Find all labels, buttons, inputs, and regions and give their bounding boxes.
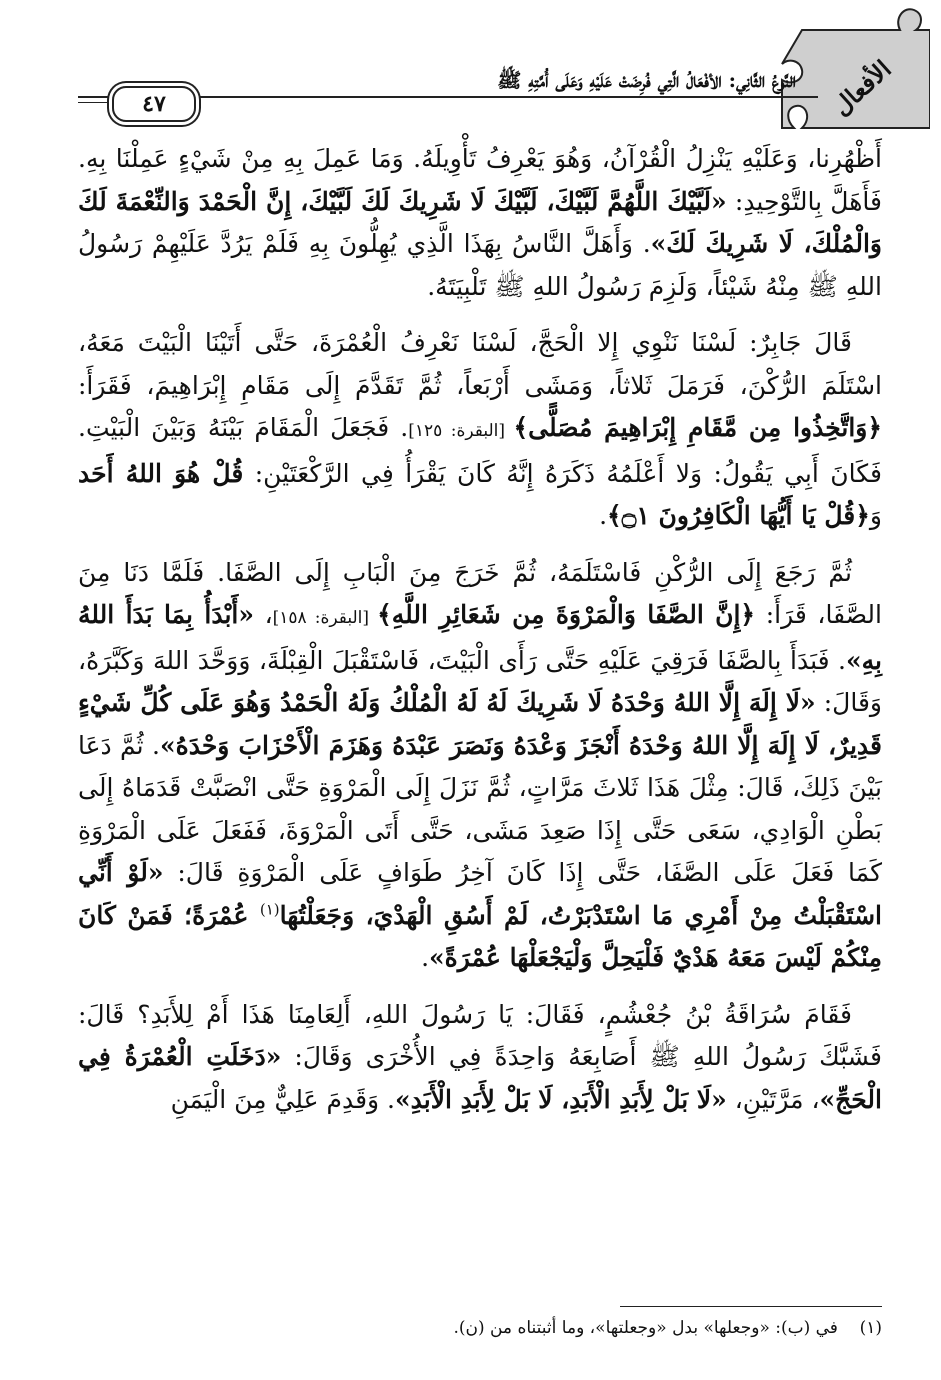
header-rule-left-thin [78,102,108,103]
text-run: . وَقَدِمَ عَلِيٌّ مِنَ الْيَمَنِ [170,1084,395,1114]
text-run: ، مَرَّتَيْنِ، [726,1084,820,1114]
text-run: ثُمَّ رَجَعَ إِلَى الرُّكْنِ فَاسْتَلَمَهُ، ثُمَّ خَرَجَ مِنَ الْبَابِ إِلَى الصَّفَا. فَلَمَّا دَنَا مِنَ الصَّفَا، قَرَأَ: [78,557,882,629]
quoted-text: «لَبَّيْكَ اللَّهُمَّ لَبَّيْكَ، لَبَّيْكَ لَا شَرِيكَ لَكَ لَبَّيْكَ، إِنَّ الْحَمْدَ وَالنِّعْمَةَ لَكَ وَالْمُلْكَ، لَا شَرِيكَ لَكَ» [78,186,883,258]
footnote [78,1318,882,1338]
text-run: قَالَ جَابِرٌ: لَسْنَا نَنْوِي إِلا الْحَجَّ، لَسْنَا نَعْرِفُ الْعُمْرَةَ، حَتَّى أَتَيْنَا الْبَيْتَ مَعَهُ، اسْتَلَمَ الرُّكْنَ، فَرَمَلَ ثَلاثاً، وَمَشَى أَرْبَعاً، ثُمَّ تَقَدَّمَ إِلَى مَقَامِ إِبْرَاهِيمَ، فَقَرَأَ: [78,328,882,400]
quoted-text: ﴿وَاتَّخِذُوا مِن مَّقَامِ إِبْرَاهِيمَ مُصَلًّى﴾ [513,413,882,442]
quoted-text: «لَا بَلْ لِأَبَدِ الْأَبَدِ، لَا بَلْ لِأَبَدِ الْأَبَدِ» [394,1084,727,1114]
quran-reference: [البقرة: ١٢٥] [408,421,514,441]
text-run: فَقَامَ سُرَاقَةُ بْنُ جُعْشُمٍ، فَقَالَ: يَا رَسُولَ اللهِ، أَلِعَامِنَا هَذَا أَمْ لِلأَبَدِ؟ قَالَ: فَشَبَّكَ رَسُولُ اللهِ ﷺ أَصَابِعَهُ وَاحِدَةً فِي الأُخْرَى وَقَالَ: [78,999,882,1071]
footnote-marker: (١) [859,1318,882,1338]
quoted-text: «أَبْدَأُ بِمَا بَدَأَ اللهُ بِهِ» [78,600,882,675]
quran-reference: [البقرة: ١٥٨] [272,608,378,628]
quoted-text: عُمْرَةً؛ فَمَنْ كَانَ مِنْكُمْ لَيْسَ مَعَهُ هَدْيٌ فَلْيَحِلَّ وَلْيَجْعَلْهَا عُمْرَةً» [78,900,882,972]
text-run: . فَبَدَأَ بِالصَّفَا فَرَقِيَ عَلَيْهِ حَتَّى رَأَى الْبَيْتَ، فَاسْتَقْبَلَ الْقِبْلَةَ، وَوَحَّدَ اللهَ وَكَبَّرَهُ، وَقَالَ: [78,645,882,717]
paragraph [78,552,882,980]
paragraph [78,994,882,1122]
text-run: . فَجَعَلَ الْمَقَامَ بَيْنَهُ وَبَيْنَ الْبَيْتِ. فَكَانَ أَبِي يَقُولُ: وَلا أَعْلَمُهُ ذَكَرَهُ إِنَّهُ كَانَ يَقْرَأُ فِي الرَّكْعَتَيْنِ: [78,413,882,488]
footnote-rule [620,1306,882,1307]
text-run: . [599,501,608,530]
footnote-text: في (ب): «وجعلها» بدل «وجعلتها»، وما أثبتناه من (ن). [453,1318,838,1338]
text-run: . ثُمَّ دَعَا بَيْنَ ذَلِكَ، قَالَ: مِثْلَ هَذَا ثَلاثَ مَرَّاتٍ، ثُمَّ نَزَلَ إِلَى الْمَرْوَةِ حَتَّى انْصَبَّتْ قَدَمَاهُ إِلَى بَطْنِ الْوَادِي، سَعَى حَتَّى إِذَا صَعِدَ مَشَى، حَتَّى أَتَى الْمَرْوَةَ، فَفَعَلَ عَلَى الْمَرْوَةِ كَمَا فَعَلَ عَلَى الصَّفَا، حَتَّى إِذَا كَانَ آخِرُ طَوَافٍ عَلَى الْمَرْوَةِ قَالَ: [78,730,883,887]
quoted-text: ﴿إِنَّ الصَّفَا وَالْمَرْوَةَ مِن شَعَائِرِ اللَّهِ﴾ [377,600,756,629]
text-run: . وَأَهَلَّ النَّاسُ بِهَذَا الَّذِي يُهِلُّونَ بِهِ فَلَمْ يَرُدَّ عَلَيْهِمْ رَسُولُ اللهِ ﷺ مِنْهُ شَيْئاً، وَلَزِمَ رَسُولُ اللهِ ﷺ تَلْبِيَتَهُ. [78,229,882,301]
header-rule [198,96,818,98]
quoted-text: «دَخَلَتِ الْعُمْرَةُ فِي الْحَجِّ» [78,1042,882,1114]
section-label: الأفعال [826,54,897,122]
paragraph [78,322,882,538]
running-header [0,0,941,140]
header-rule-left [78,96,108,98]
puzzle-piece-section-icon [780,0,930,140]
text-run: ، [253,600,273,629]
running-title: النَّوعُ الثَّانِي: الأفْعَالُ الَّتِي فُرِضَتْ عَلَيْهِ وَعَلَى أُمَّتِهِ ﷺ [497,68,796,92]
text-run: أَظْهُرِنا، وَعَلَيْهِ يَنْزِلُ الْقُرْآنُ، وَهُوَ يَعْرِفُ تَأْوِيلَهُ. وَمَا عَمِلَ بِهِ مِنْ شَيْءٍ عَمِلْنَا بِهِ. فَأَهَلَّ بِالتَّوْحِيدِ: [78,144,882,216]
text-run: . [421,943,430,972]
quoted-text: «لَوْ أَنِّي اسْتَقْبَلْتُ مِنْ أَمْرِي مَا اسْتَدْبَرْتُ، لَمْ أَسُقِ الْهَدْيَ، وَجَعَلْتُهَا [78,858,882,930]
footnote-ref: (١) [259,900,280,919]
quoted-text: ﴿قُلْ يَا أَيُّهَا الْكَافِرُونَ ۝١﴾ [607,501,870,530]
page-number: ٤٧ [112,86,196,122]
text-run: وَ [869,501,882,530]
paragraph [78,138,882,308]
main-text [78,138,882,1135]
quoted-text: «لَا إِلَهَ إِلَّا اللهُ وَحْدَهُ لَا شَرِيكَ لَهُ لَهُ الْمُلْكُ وَلَهُ الْحَمْدُ وَهُوَ عَلَى كُلِّ شَيْءٍ قَدِيرٌ، لَا إِلَهَ إِلَّا اللهُ وَحْدَهُ أَنْجَزَ وَعْدَهُ وَنَصَرَ عَبْدَهُ وَهَزَمَ الْأَحْزَابَ وَحْدَهُ» [78,688,883,760]
quoted-text: قُلْ هُوَ اللهُ أَحَد [78,458,244,488]
